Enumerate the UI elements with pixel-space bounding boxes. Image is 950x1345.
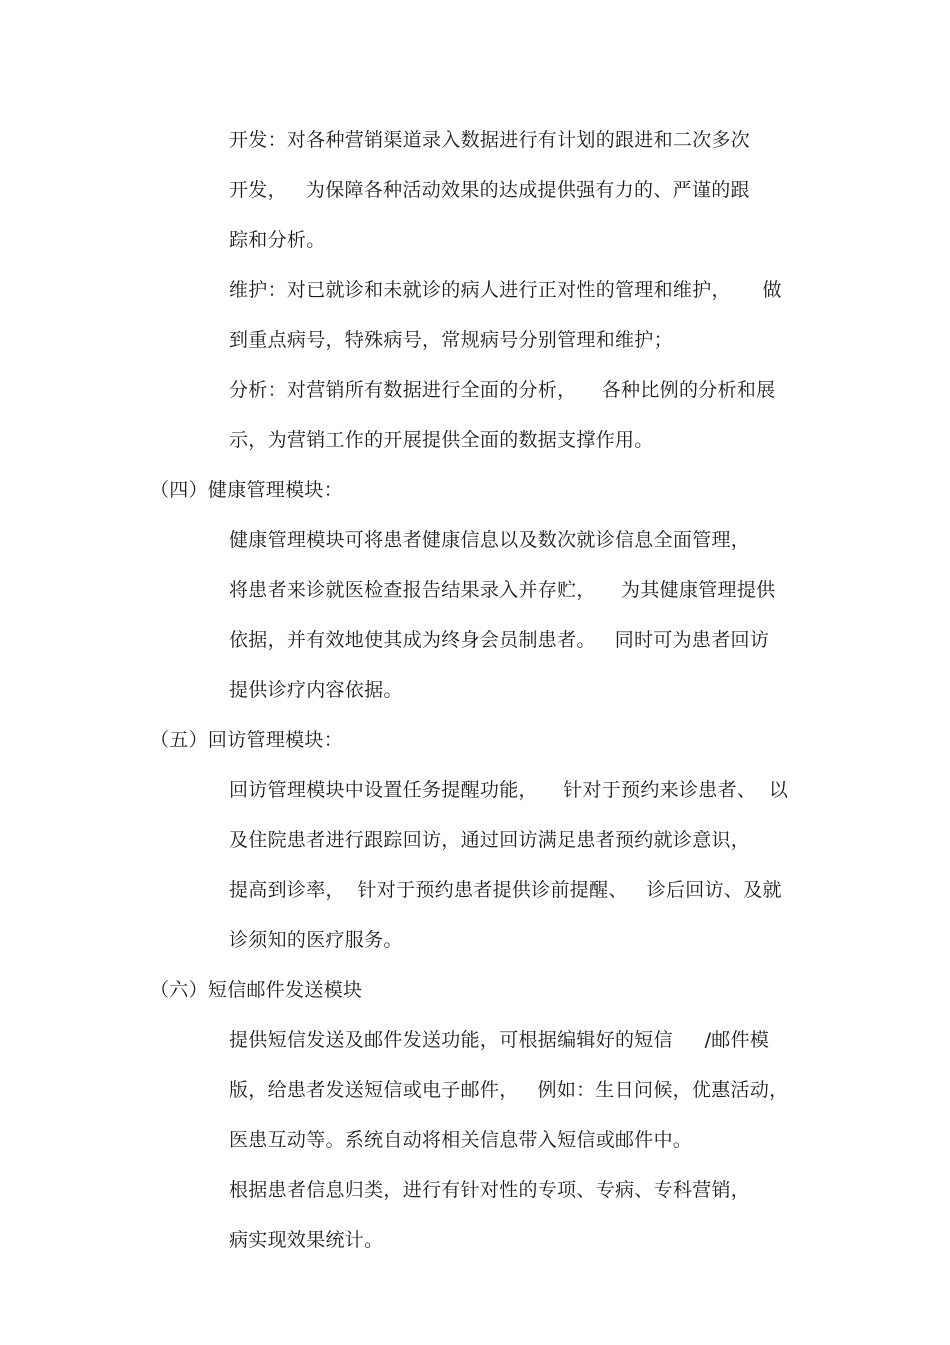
section-heading: （五）回访管理模块： bbox=[150, 729, 344, 751]
paragraph-line: 医患互动等。系统自动将相关信息带入短信或邮件中。 bbox=[229, 1129, 693, 1151]
paragraph-line: 提供短信发送及邮件发送功能，可根据编辑好的短信 /邮件模 bbox=[229, 1029, 770, 1051]
paragraph-line: 示，为营销工作的开展提供全面的数据支撑作用。 bbox=[229, 429, 654, 451]
paragraph-line: 分析：对营销所有数据进行全面的分析， 各种比例的分析和展 bbox=[229, 379, 776, 401]
paragraph-line: 诊须知的医疗服务。 bbox=[229, 929, 403, 951]
section-heading: （四）健康管理模块： bbox=[150, 479, 344, 501]
paragraph-line: 版，给患者发送短信或电子邮件， 例如：生日问候，优惠活动， bbox=[229, 1079, 789, 1101]
paragraph-line: 及住院患者进行跟踪回访，通过回访满足患者预约就诊意识， bbox=[229, 829, 751, 851]
paragraph-line: 将患者来诊就医检查报告结果录入并存贮， 为其健康管理提供 bbox=[229, 579, 776, 601]
paragraph-line: 根据患者信息归类，进行有针对性的专项、专病、专科营销， bbox=[229, 1179, 751, 1201]
paragraph-line: 提高到诊率， 针对于预约患者提供诊前提醒、 诊后回访、及就 bbox=[229, 879, 782, 901]
paragraph-line: 开发， 为保障各种活动效果的达成提供强有力的、严谨的跟 bbox=[229, 179, 750, 201]
paragraph-line: 依据，并有效地使其成为终身会员制患者。 同时可为患者回访 bbox=[229, 629, 770, 651]
paragraph-line: 病实现效果统计。 bbox=[229, 1229, 384, 1251]
paragraph-line: 提供诊疗内容依据。 bbox=[229, 679, 403, 701]
paragraph-line: 回访管理模块中设置任务提醒功能， 针对于预约来诊患者、 以 bbox=[229, 779, 789, 801]
paragraph-line: 到重点病号，特殊病号，常规病号分别管理和维护； bbox=[229, 329, 673, 351]
paragraph-line: 维护：对已就诊和未就诊的病人进行正对性的管理和维护， 做 bbox=[229, 279, 782, 301]
paragraph-line: 踪和分析。 bbox=[229, 229, 326, 251]
section-heading: （六）短信邮件发送模块 bbox=[150, 979, 363, 1001]
paragraph-line: 健康管理模块可将患者健康信息以及数次就诊信息全面管理， bbox=[229, 529, 751, 551]
paragraph-line: 开发：对各种营销渠道录入数据进行有计划的跟进和二次多次 bbox=[229, 129, 751, 151]
